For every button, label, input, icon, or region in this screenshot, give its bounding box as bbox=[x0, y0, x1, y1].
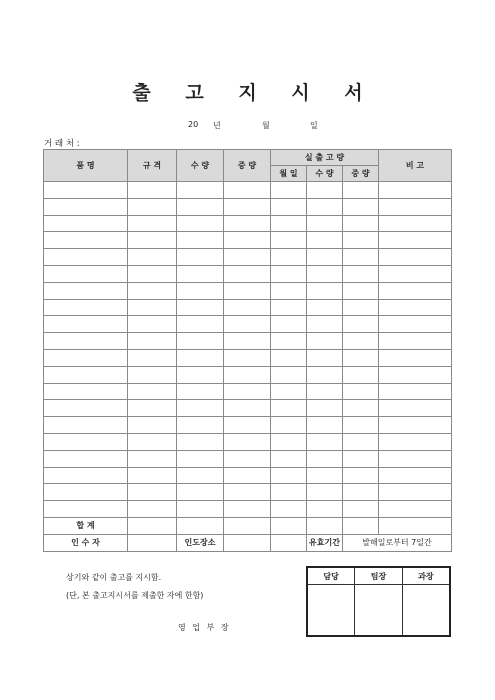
entry-cell[interactable] bbox=[307, 265, 343, 282]
table-row bbox=[44, 333, 452, 350]
entry-cell[interactable] bbox=[44, 366, 128, 383]
entry-cell[interactable] bbox=[307, 417, 343, 434]
entry-cell[interactable] bbox=[343, 450, 379, 467]
entry-cell[interactable] bbox=[177, 501, 224, 518]
entry-cell[interactable] bbox=[177, 349, 224, 366]
date-month-label: 월 bbox=[262, 121, 270, 130]
entry-cell[interactable] bbox=[271, 333, 307, 350]
entry-cell[interactable] bbox=[128, 467, 177, 484]
entry-cell[interactable] bbox=[271, 450, 307, 467]
entry-cell[interactable] bbox=[44, 299, 128, 316]
entry-cell[interactable] bbox=[128, 215, 177, 232]
entry-cell[interactable] bbox=[224, 383, 271, 400]
entry-cell[interactable] bbox=[379, 249, 452, 266]
entry-cell[interactable] bbox=[271, 316, 307, 333]
entry-cell[interactable] bbox=[177, 366, 224, 383]
entry-cell[interactable] bbox=[177, 215, 224, 232]
entry-cell[interactable] bbox=[343, 417, 379, 434]
entry-cell[interactable] bbox=[128, 383, 177, 400]
table-row bbox=[44, 417, 452, 434]
entry-cell[interactable] bbox=[271, 282, 307, 299]
entry-cell[interactable] bbox=[224, 249, 271, 266]
entry-cell[interactable] bbox=[128, 182, 177, 199]
entry-cell[interactable] bbox=[128, 333, 177, 350]
total-cell[interactable] bbox=[379, 517, 452, 534]
entry-cell[interactable] bbox=[379, 484, 452, 501]
entry-cell[interactable] bbox=[379, 349, 452, 366]
delivery-place-cell[interactable] bbox=[224, 534, 271, 551]
header-item: 품 명 bbox=[44, 150, 128, 182]
entry-cell[interactable] bbox=[224, 182, 271, 199]
approval-header-staff: 담당 bbox=[307, 567, 355, 585]
entry-cell[interactable] bbox=[44, 215, 128, 232]
entry-cell[interactable] bbox=[307, 400, 343, 417]
entry-cell[interactable] bbox=[177, 316, 224, 333]
entry-cell[interactable] bbox=[271, 265, 307, 282]
entry-cell[interactable] bbox=[271, 299, 307, 316]
approval-header-team-lead: 팀장 bbox=[355, 567, 403, 585]
table-row bbox=[44, 450, 452, 467]
entry-cell[interactable] bbox=[307, 215, 343, 232]
client-label: 거 래 처 : bbox=[44, 139, 80, 149]
entry-cell[interactable] bbox=[343, 282, 379, 299]
entry-cell[interactable] bbox=[379, 467, 452, 484]
entry-cell[interactable] bbox=[307, 316, 343, 333]
entry-cell[interactable] bbox=[44, 484, 128, 501]
approval-header-manager: 과장 bbox=[402, 567, 450, 585]
entry-cell[interactable] bbox=[44, 333, 128, 350]
table-row bbox=[44, 501, 452, 518]
entry-cell[interactable] bbox=[224, 282, 271, 299]
entry-cell[interactable] bbox=[307, 484, 343, 501]
table-row bbox=[44, 232, 452, 249]
delivery-place-cell[interactable] bbox=[271, 534, 307, 551]
entry-cell[interactable] bbox=[343, 249, 379, 266]
entry-cell[interactable] bbox=[177, 249, 224, 266]
entry-cell[interactable] bbox=[307, 467, 343, 484]
table-row bbox=[44, 182, 452, 199]
entry-cell[interactable] bbox=[177, 333, 224, 350]
header-actual-qty: 수 량 bbox=[307, 166, 343, 182]
entry-cell[interactable] bbox=[128, 299, 177, 316]
entry-cell[interactable] bbox=[177, 299, 224, 316]
entry-cell[interactable] bbox=[343, 383, 379, 400]
entry-cell[interactable] bbox=[379, 501, 452, 518]
total-cell[interactable] bbox=[307, 517, 343, 534]
table-row bbox=[44, 433, 452, 450]
date-year-prefix: 20 bbox=[188, 120, 199, 129]
entry-cell[interactable] bbox=[44, 501, 128, 518]
entry-cell[interactable] bbox=[44, 417, 128, 434]
entry-cell[interactable] bbox=[307, 333, 343, 350]
entry-cell[interactable] bbox=[343, 182, 379, 199]
entry-cell[interactable] bbox=[177, 433, 224, 450]
entry-cell[interactable] bbox=[271, 215, 307, 232]
entry-cell[interactable] bbox=[128, 349, 177, 366]
entry-cell[interactable] bbox=[307, 198, 343, 215]
entry-cell[interactable] bbox=[379, 182, 452, 199]
entry-cell[interactable] bbox=[44, 265, 128, 282]
entry-cell[interactable] bbox=[128, 400, 177, 417]
entry-cell[interactable] bbox=[343, 467, 379, 484]
entry-cell[interactable] bbox=[128, 501, 177, 518]
entry-cell[interactable] bbox=[271, 467, 307, 484]
total-cell[interactable] bbox=[271, 517, 307, 534]
date-year-label: 년 bbox=[213, 121, 221, 130]
table-row bbox=[44, 282, 452, 299]
entry-cell[interactable] bbox=[343, 299, 379, 316]
date-day-label: 일 bbox=[310, 121, 318, 130]
entry-cell[interactable] bbox=[128, 366, 177, 383]
entry-cell[interactable] bbox=[343, 484, 379, 501]
receiver-cell[interactable] bbox=[128, 534, 177, 551]
entry-cell[interactable] bbox=[44, 316, 128, 333]
entry-cell[interactable] bbox=[343, 265, 379, 282]
entry-cell[interactable] bbox=[177, 450, 224, 467]
entry-cell[interactable] bbox=[224, 433, 271, 450]
entry-cell[interactable] bbox=[44, 182, 128, 199]
instruction-condition: (단, 본 출고지시서를 제출한 자에 한함) bbox=[66, 591, 204, 600]
entry-cell[interactable] bbox=[343, 333, 379, 350]
entry-cell[interactable] bbox=[343, 198, 379, 215]
table-row bbox=[44, 400, 452, 417]
entry-cell[interactable] bbox=[343, 215, 379, 232]
header-qty: 수 량 bbox=[177, 150, 224, 182]
table-row bbox=[44, 383, 452, 400]
entry-cell[interactable] bbox=[271, 400, 307, 417]
entry-cell[interactable] bbox=[128, 282, 177, 299]
approval-sign-staff[interactable] bbox=[307, 585, 355, 637]
entry-cell[interactable] bbox=[44, 450, 128, 467]
total-cell[interactable] bbox=[224, 517, 271, 534]
entry-cell[interactable] bbox=[379, 232, 452, 249]
entry-cell[interactable] bbox=[307, 282, 343, 299]
entry-cell[interactable] bbox=[44, 282, 128, 299]
entry-cell[interactable] bbox=[307, 249, 343, 266]
entry-cell[interactable] bbox=[44, 349, 128, 366]
table-row bbox=[44, 249, 452, 266]
entry-cell[interactable] bbox=[343, 501, 379, 518]
entry-cell[interactable] bbox=[177, 467, 224, 484]
entry-cell[interactable] bbox=[271, 182, 307, 199]
entry-cell[interactable] bbox=[177, 282, 224, 299]
table-row bbox=[44, 265, 452, 282]
entry-cell[interactable] bbox=[343, 400, 379, 417]
approval-sign-manager[interactable] bbox=[402, 585, 450, 637]
entry-cell[interactable] bbox=[128, 450, 177, 467]
entry-cell[interactable] bbox=[379, 215, 452, 232]
entry-cell[interactable] bbox=[224, 333, 271, 350]
entry-cell[interactable] bbox=[307, 450, 343, 467]
entry-cell[interactable] bbox=[307, 383, 343, 400]
entry-cell[interactable] bbox=[379, 282, 452, 299]
entry-cell[interactable] bbox=[128, 316, 177, 333]
entry-cell[interactable] bbox=[224, 316, 271, 333]
entry-cell[interactable] bbox=[271, 232, 307, 249]
entry-cell[interactable] bbox=[224, 299, 271, 316]
entry-cell[interactable] bbox=[224, 215, 271, 232]
entry-cell[interactable] bbox=[224, 501, 271, 518]
total-cell[interactable] bbox=[128, 517, 177, 534]
entry-cell[interactable] bbox=[224, 484, 271, 501]
entry-cell[interactable] bbox=[177, 198, 224, 215]
entry-cell[interactable] bbox=[224, 349, 271, 366]
header-spec: 규 격 bbox=[128, 150, 177, 182]
entry-cell[interactable] bbox=[128, 198, 177, 215]
entry-cell[interactable] bbox=[177, 400, 224, 417]
validity-label: 유효기간 bbox=[307, 534, 343, 551]
entry-cell[interactable] bbox=[271, 433, 307, 450]
entry-cell[interactable] bbox=[128, 249, 177, 266]
table-row bbox=[44, 215, 452, 232]
header-actual-shipment: 실 출 고 량 bbox=[271, 150, 379, 166]
table-row bbox=[44, 299, 452, 316]
entry-cell[interactable] bbox=[379, 265, 452, 282]
table-row bbox=[44, 198, 452, 215]
entry-cell[interactable] bbox=[379, 299, 452, 316]
instruction-note: 상기와 같이 출고를 지시함. bbox=[66, 573, 162, 582]
shipment-table bbox=[43, 149, 452, 552]
entry-cell[interactable] bbox=[271, 417, 307, 434]
entry-cell[interactable] bbox=[307, 433, 343, 450]
entry-cell[interactable] bbox=[224, 467, 271, 484]
receiver-label: 인 수 자 bbox=[44, 534, 128, 551]
entry-cell[interactable] bbox=[343, 366, 379, 383]
entry-cell[interactable] bbox=[224, 265, 271, 282]
entry-cell[interactable] bbox=[44, 198, 128, 215]
table-row bbox=[44, 349, 452, 366]
approval-box bbox=[306, 566, 451, 637]
table-row bbox=[44, 484, 452, 501]
entry-cell[interactable] bbox=[379, 366, 452, 383]
entry-cell[interactable] bbox=[379, 417, 452, 434]
table-row bbox=[44, 316, 452, 333]
entry-cell[interactable] bbox=[224, 198, 271, 215]
entry-cell[interactable] bbox=[343, 316, 379, 333]
validity-value: 발해일로부터 7일간 bbox=[343, 534, 452, 551]
entry-cell[interactable] bbox=[224, 366, 271, 383]
entry-cell[interactable] bbox=[128, 232, 177, 249]
entry-cell[interactable] bbox=[307, 299, 343, 316]
entry-cell[interactable] bbox=[128, 417, 177, 434]
entry-cell[interactable] bbox=[177, 484, 224, 501]
header-remarks: 비 고 bbox=[379, 150, 452, 182]
header-weight: 중 량 bbox=[224, 150, 271, 182]
entry-cell[interactable] bbox=[44, 383, 128, 400]
entry-cell[interactable] bbox=[224, 417, 271, 434]
entry-cell[interactable] bbox=[379, 383, 452, 400]
entry-cell[interactable] bbox=[177, 232, 224, 249]
entry-cell[interactable] bbox=[44, 232, 128, 249]
entry-cell[interactable] bbox=[343, 349, 379, 366]
entry-cell[interactable] bbox=[44, 400, 128, 417]
entry-cell[interactable] bbox=[177, 265, 224, 282]
total-cell[interactable] bbox=[177, 517, 224, 534]
entry-cell[interactable] bbox=[379, 316, 452, 333]
entry-cell[interactable] bbox=[128, 265, 177, 282]
entry-cell[interactable] bbox=[271, 366, 307, 383]
entry-cell[interactable] bbox=[379, 433, 452, 450]
entry-cell[interactable] bbox=[379, 198, 452, 215]
entry-cell[interactable] bbox=[379, 400, 452, 417]
entry-cell[interactable] bbox=[224, 400, 271, 417]
entry-cell[interactable] bbox=[177, 417, 224, 434]
entry-cell[interactable] bbox=[379, 333, 452, 350]
entry-cell[interactable] bbox=[224, 232, 271, 249]
entry-cell[interactable] bbox=[307, 501, 343, 518]
entry-cell[interactable] bbox=[271, 484, 307, 501]
header-actual-month-day: 월 일 bbox=[271, 166, 307, 182]
entry-cell[interactable] bbox=[271, 501, 307, 518]
entry-cell[interactable] bbox=[44, 433, 128, 450]
entry-cell[interactable] bbox=[44, 467, 128, 484]
entry-cell[interactable] bbox=[177, 383, 224, 400]
entry-cell[interactable] bbox=[343, 232, 379, 249]
entry-cell[interactable] bbox=[177, 182, 224, 199]
department-signature: 영 업 부 장 bbox=[178, 623, 231, 632]
entry-cell[interactable] bbox=[128, 484, 177, 501]
total-cell[interactable] bbox=[343, 517, 379, 534]
table-row bbox=[44, 366, 452, 383]
entry-cell[interactable] bbox=[307, 232, 343, 249]
entry-cell[interactable] bbox=[224, 450, 271, 467]
entry-cell[interactable] bbox=[307, 182, 343, 199]
entry-cell[interactable] bbox=[379, 450, 452, 467]
entry-cell[interactable] bbox=[128, 433, 177, 450]
entry-cell[interactable] bbox=[343, 433, 379, 450]
entry-cell[interactable] bbox=[44, 249, 128, 266]
entry-cell[interactable] bbox=[307, 366, 343, 383]
entry-cell[interactable] bbox=[271, 383, 307, 400]
document-title: 출 고 지 시 서 bbox=[132, 82, 377, 104]
total-label: 합 계 bbox=[44, 517, 128, 534]
entry-cell[interactable] bbox=[271, 198, 307, 215]
entry-cell[interactable] bbox=[307, 349, 343, 366]
issue-date bbox=[0, 120, 495, 132]
entry-cell[interactable] bbox=[271, 349, 307, 366]
delivery-place-label: 인도장소 bbox=[177, 534, 224, 551]
approval-sign-team-lead[interactable] bbox=[355, 585, 403, 637]
entry-cell[interactable] bbox=[271, 249, 307, 266]
table-row bbox=[44, 467, 452, 484]
header-actual-weight: 중 량 bbox=[343, 166, 379, 182]
